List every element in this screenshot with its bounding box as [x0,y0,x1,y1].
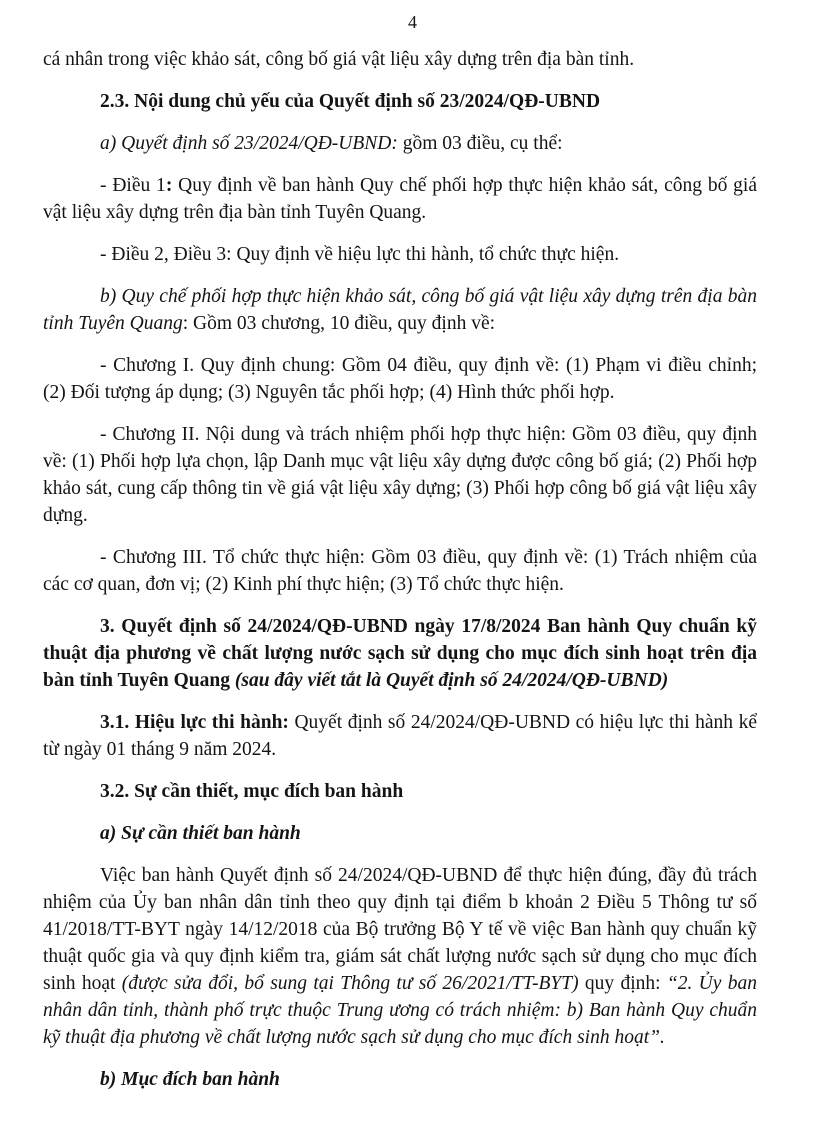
heading-3-2: 3.2. Sự cần thiết, mục đích ban hành [100,781,404,802]
heading-3-2-b: b) Mục đích ban hành [100,1069,280,1090]
heading-3-title: 3. Quyết định số 24/2024/QĐ-UBND ngày 17/8/2024 Ban hành Quy chuẩn kỹ thuật địa phương về chất lượng nước sạch sử dụng cho mục đích sinh hoạt trên địa bàn tỉnh Tuyên Quang [43,616,757,691]
dieu-1-text: Quy định về ban hành Quy chế phối hợp thực hiện khảo sát, công bố giá vật liệu xây dựng trên địa bàn tỉnh Tuyên Quang. [43,175,757,223]
paragraph-chuong-2: - Chương II. Nội dung và trách nhiệm phối hợp thực hiện: Gồm 03 điều, quy định về: (1) Phối hợp lựa chọn, lập Danh mục vật liệu xây dựng được công bố giá; (2) Phối hợp khảo sát, cung cấp thông tin về giá vật liệu xây dựng; (3) Phối hợp công bố giá vật liệu xây dựng. [43,424,757,526]
paragraph-a [43,130,757,157]
paragraph-continuation: cá nhân trong việc khảo sát, công bố giá vật liệu xây dựng trên địa bàn tỉnh. [43,49,635,70]
body-1-quote: “2. Ủy ban nhân dân tỉnh, thành phố trực thuộc Trung ương có trách nhiệm: b) Ban hành Quy chuẩn kỹ thuật địa phương về chất lượng nước sạch sử dụng cho mục đích sinh hoạt”. [43,973,757,1048]
paragraph-3-1 [43,709,757,763]
paragraph-dieu-2-3: - Điều 2, Điều 3: Quy định về hiệu lực thi hành, tổ chức thực hiện. [100,244,620,265]
paragraph-chuong-1: - Chương I. Quy định chung: Gồm 04 điều, quy định về: (1) Phạm vi điều chỉnh; (2) Đối tượng áp dụng; (3) Nguyên tắc phối hợp; (4) Hình thức phối hợp. [43,355,757,403]
paragraph-body-1 [43,862,757,1051]
paragraph-dieu-1 [43,172,757,226]
paragraph-b-text: : Gồm 03 chương, 10 điều, quy định về: [182,313,496,334]
paragraph-b [43,283,757,337]
heading-3-1-label: 3.1. Hiệu lực thi hành: [100,712,289,733]
body-1-text: Việc ban hành Quyết định số 24/2024/QĐ-UBND để thực hiện đúng, đầy đủ trách nhiệm của Ủy ban nhân dân tỉnh theo quy định tại điểm b khoản 2 Điều 5 Thông tư số 41/2018/TT-BYT ngày 14/12/2018 của Bộ trưởng Bộ Y tế về việc Ban hành quy chuẩn kỹ thuật quốc gia và quy định kiểm tra, giám sát chất lượng nước sạch sử dụng cho mục đích sinh hoạt [43,865,757,994]
dieu-1-prefix: - Điều 1 [100,175,166,196]
heading-3-1-text: Quyết định số 24/2024/QĐ-UBND có hiệu lực thi hành kể từ ngày 01 tháng 9 năm 2024. [43,712,757,760]
heading-2-3: 2.3. Nội dung chủ yếu của Quyết định số 23/2024/QĐ-UBND [100,91,601,112]
heading-3-2-a: a) Sự cần thiết ban hành [100,823,301,844]
paragraph-a-text: gồm 03 điều, cụ thể: [397,133,563,154]
heading-3-note: (sau đây viết tắt là Quyết định số 24/2024/QĐ-UBND) [234,670,669,691]
paragraph-chuong-3: - Chương III. Tổ chức thực hiện: Gồm 03 điều, quy định về: (1) Trách nhiệm của các cơ quan, đơn vị; (2) Kinh phí thực hiện; (3) Tổ chức thực hiện. [43,547,757,595]
heading-3 [43,613,757,694]
paragraph-a-label: a) Quyết định số 23/2024/QĐ-UBND: [100,133,398,154]
document-body [43,46,757,1108]
paragraph-b-label: b) Quy chế phối hợp thực hiện khảo sát, công bố giá vật liệu xây dựng trên địa bàn tỉnh Tuyên Quang [43,286,757,334]
body-1-mid: quy định: [578,973,667,994]
page-number: 4 [408,12,417,32]
body-1-italic-note: (được sửa đổi, bổ sung tại Thông tư số 26/2021/TT-BYT) [121,973,579,994]
dieu-1-colon: : [165,175,173,196]
